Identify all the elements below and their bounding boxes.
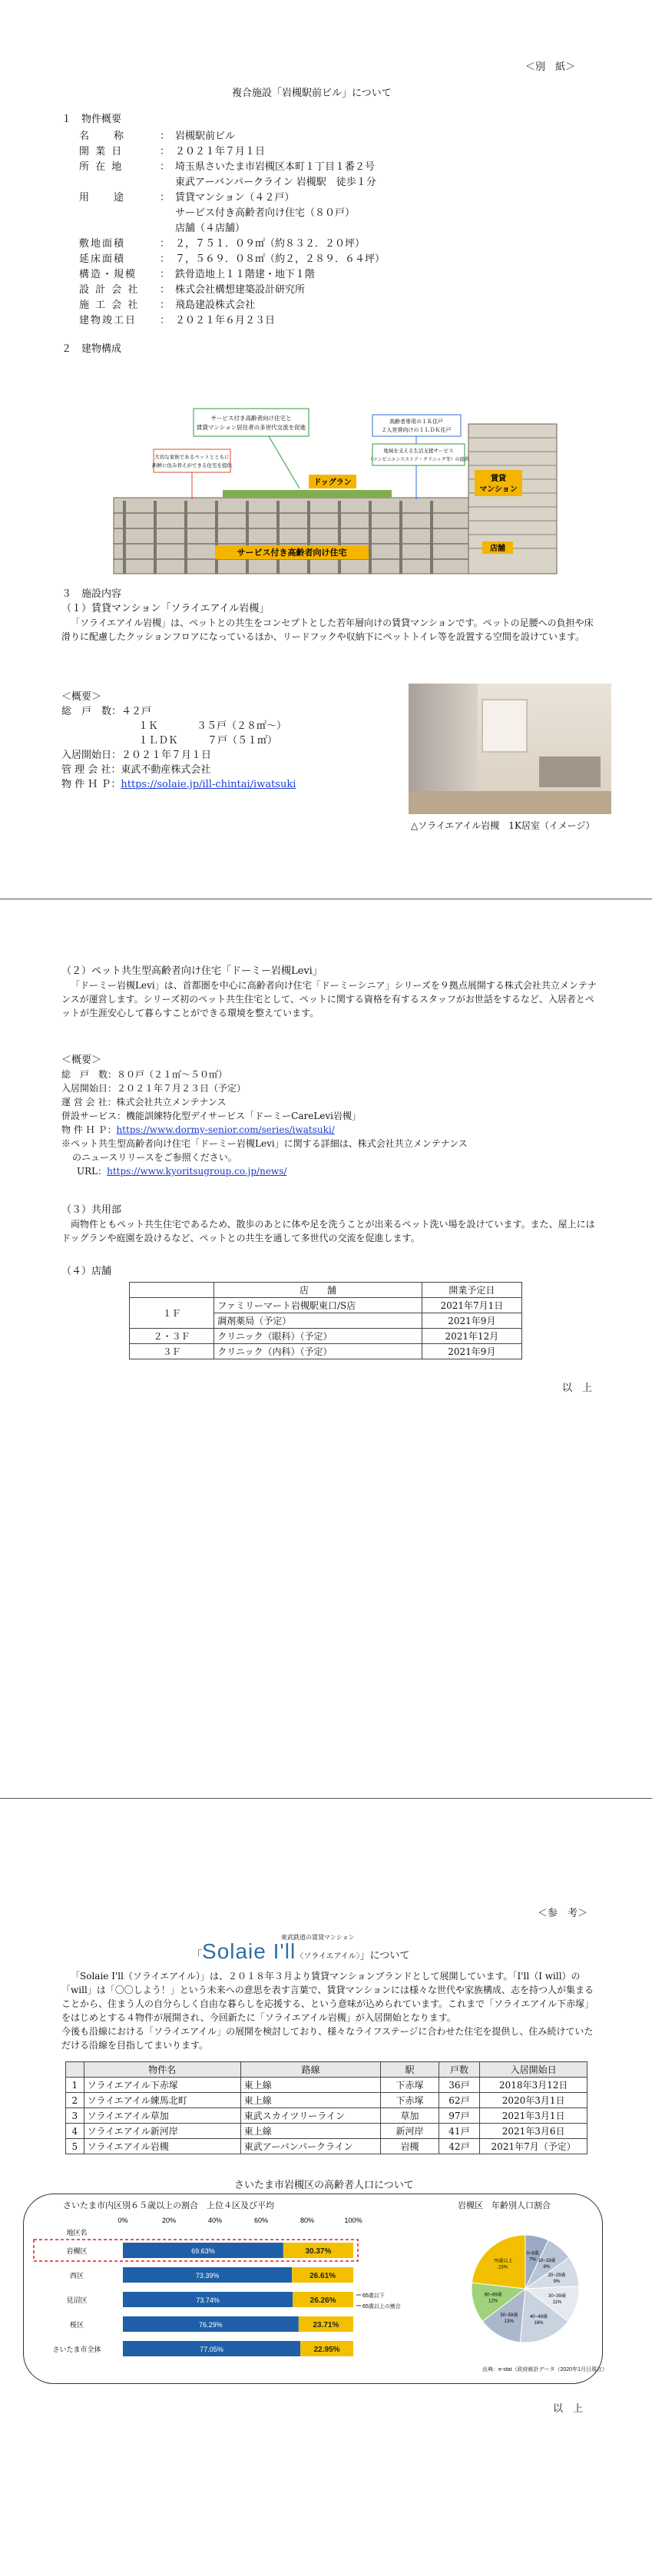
property-cell: 草加 xyxy=(381,2108,439,2124)
overview-value: ７，５６９．０８㎡（約２，２８９．６４坪） xyxy=(175,253,386,265)
table-row xyxy=(66,2093,587,2108)
svg-text:２人世帯向けの１ＬＤＫ住戸: ２人世帯向けの１ＬＤＫ住戸 xyxy=(381,428,452,433)
property-cell: ソライエアイル岩槻 xyxy=(84,2139,240,2154)
hp-link[interactable]: https://solaie.jp/ill-chintai/iwatsuki xyxy=(121,779,296,790)
callout-3 xyxy=(368,444,469,465)
property-cell: 2 xyxy=(66,2093,84,2108)
bar-chart-title: さいたま市内区別６５歳以上の割合 上位４区及び平均 xyxy=(63,2201,274,2210)
overview-row xyxy=(79,283,305,297)
pie-chart-title: 岩槻区 年齢別人口割合 xyxy=(458,2201,551,2210)
low-building xyxy=(114,498,468,574)
property-table xyxy=(65,2061,587,2154)
dormy-l2: 入居開始日：２０２１年７月２３日（予定） xyxy=(61,1083,247,1094)
brand-paragraph: 「Solaie I'll（ソライエアイル）」は、２０１８年３月より賃貸マンションブランドとして展開しています。「I'll（I will）の「will」は「〇〇しよう！」という未来への意思を表す言葉で、賃貸マンションには様々な世代や家族構成、志を持つ人が集まることから、住まう人の自分らしく自由な暮らしを応援する、という意味が込められています。これまで「ソライエアイル下赤塚」をはじめとする４物件が展開され、今回新たに「ソライエアイル岩槻」が入居開始となります。 今後も沿線における「ソライエアイル」の展開を検討しており、様々なライフステージに合わせた住宅を提供し、住み続けていただける沿線を目指してまいります。 xyxy=(61,1971,594,2051)
building-diagram xyxy=(108,407,568,580)
overview-label: 延床面積 xyxy=(79,253,126,265)
pie-pct: 8% xyxy=(543,2264,551,2270)
overview-label: 建物竣工日 xyxy=(79,315,137,326)
data-label: 77.05% xyxy=(200,2346,223,2353)
section-heading: ３ 施設内容 xyxy=(61,588,122,600)
property-th: 路線 xyxy=(240,2062,381,2078)
dogrun-label: ドッグラン xyxy=(313,478,352,487)
overview-row xyxy=(79,267,315,282)
property-cell: 41戸 xyxy=(439,2124,480,2139)
brand-small: 東武鉄道の賃貸マンション xyxy=(281,1934,355,1941)
roof-garden xyxy=(223,490,392,498)
overview-row xyxy=(79,221,245,236)
sub1-paragraph: 「ソライエアイル岩槻」は、ペットとの共生をコンセプトとした若年層向けの賃貸マンションです。ペットの足腰への負担や床滑りに配慮したクッションフロアになっているほか、リードフックや収納下にペットトイレ等を設置する空間を設けています。 xyxy=(61,618,594,642)
overview-separator: ： xyxy=(160,284,170,296)
overview-value: 東武アーバンパークライン 岩槻駅 徒歩１分 xyxy=(175,177,376,188)
pie-label: 60~69歳 xyxy=(484,2293,502,2298)
svg-text:大切な家族であるペットとともに: 大切な家族であるペットとともに xyxy=(154,455,230,460)
section-heading: １ 物件概要 xyxy=(61,114,122,125)
subsection-heading: （１）賃貸マンション「ソライエアイル岩槻」 xyxy=(61,603,270,614)
svg-text:地域を支える生活支援サービス: 地域を支える生活支援サービス xyxy=(383,449,454,454)
overview-value: 株式会社構想建築設計研究所 xyxy=(175,284,306,296)
store-th-date: 開業予定日 xyxy=(422,1283,521,1298)
sub2-paragraph: 「ドーミー岩槻Levi」は、首都圏を中心に高齢者向け住宅「ドーミーシニア」シリーズを９拠点展開する株式会社共立メンテナンスが運営します。シリーズ初のペット共生住宅として、ペットに関する資格を有するスタッフがお世話をするなど、入居者とペットが生涯安心して暮らすことができる環境を整えています。 xyxy=(61,980,597,1018)
hp-row xyxy=(61,777,296,793)
property-cell: ソライエアイル練馬北町 xyxy=(84,2093,240,2108)
source-note: 出典：e-stat（政府統計データ（2020年1月日現在） xyxy=(482,2367,607,2372)
overview-label: 設 計 会 社 xyxy=(79,284,140,296)
property-cell: 1 xyxy=(66,2078,84,2093)
overview-label: 構造・規模 xyxy=(79,269,137,280)
property-cell: 62戸 xyxy=(439,2093,480,2108)
type-1k: １Ｋ xyxy=(138,720,159,732)
store-date: 2021年12月 xyxy=(422,1329,521,1344)
x-tick-label: 80% xyxy=(300,2217,315,2224)
store-date: 2021年9月 xyxy=(422,1313,521,1329)
store-name: 調剤薬局（予定） xyxy=(214,1313,422,1329)
overview-value: 埼玉県さいたま市岩槻区本町１丁目１番２号 xyxy=(175,161,376,173)
overview-separator: ： xyxy=(160,315,170,326)
property-cell: 2020年3月1日 xyxy=(480,2093,587,2108)
brand-logo: Solaie I'll xyxy=(202,1939,296,1963)
doc-title: 複合施設「岩槻駅前ビル」について xyxy=(232,88,392,99)
overview-separator: ： xyxy=(160,300,170,311)
legend-label: 65歳以下 xyxy=(362,2293,385,2299)
store-name: クリニック（内科）（予定） xyxy=(214,1344,422,1359)
mansion-label: 賃貸 xyxy=(491,475,506,483)
property-cell: 2018年3月12日 xyxy=(480,2078,587,2093)
overview-separator: ： xyxy=(160,131,170,142)
data-label: 73.74% xyxy=(196,2296,220,2304)
pie-pct: 23% xyxy=(498,2265,508,2270)
property-th: 戸数 xyxy=(439,2062,480,2078)
data-label: 23.71% xyxy=(313,2321,339,2329)
overview-label: 施 工 会 社 xyxy=(79,300,140,311)
legend-label: 65歳以上の割合 xyxy=(362,2304,401,2309)
column-header: 地区名 xyxy=(66,2229,88,2237)
kosu: 総 戸 数：４２戸 xyxy=(61,706,152,717)
pie-label: 70歳以上 xyxy=(493,2259,513,2264)
store-table xyxy=(129,1282,522,1359)
kanri: 管 理 会 社：東武不動産株式会社 xyxy=(61,764,211,776)
property-cell: 下赤塚 xyxy=(381,2078,439,2093)
dormy-hp-label: 物 件 Ｈ Ｐ： xyxy=(61,1124,117,1135)
store-date: 2021年9月 xyxy=(422,1344,521,1359)
sub3-paragraph: 両物件ともペット共生住宅であるため、散歩のあとに体や足を洗うことが出来るペット洗い場を設けています。また、屋上にはドッグランや庭園を設けるなど、ペットとの共生を通して多世代の交流を促進します。 xyxy=(61,1219,595,1243)
store-floor: ３Ｆ xyxy=(130,1344,214,1359)
data-label: 30.37% xyxy=(305,2247,332,2256)
subsection-heading: （３）共用部 xyxy=(61,1204,122,1216)
property-cell: 2021年3月6日 xyxy=(480,2124,587,2139)
population-title: さいたま市岩槻区の高齢者人口について xyxy=(234,2180,414,2191)
pie-pct: 12% xyxy=(488,2299,498,2304)
svg-text:賃貸マンション居住者の多世代交流を促進: 賃貸マンション居住者の多世代交流を促進 xyxy=(196,424,306,431)
overview-separator xyxy=(160,206,175,220)
dormy-note-2: のニュースリリースをご参照ください。 xyxy=(72,1152,237,1163)
overview-label: 名 称 xyxy=(79,131,126,142)
brand-close: 」について xyxy=(359,1950,410,1962)
overview-value: 岩槻駅前ビル xyxy=(175,131,236,142)
property-cell: 東上線 xyxy=(240,2124,381,2139)
pie-pct: 7% xyxy=(529,2257,536,2263)
overview-value: ２，７５１．０９㎡（約８３２．２０坪） xyxy=(175,238,366,250)
table-row xyxy=(66,2078,587,2093)
property-cell: 東武スカイツリーライン xyxy=(240,2108,381,2124)
overview-row xyxy=(79,252,385,267)
category-label: 桜区 xyxy=(69,2321,84,2329)
page-1 xyxy=(0,0,652,899)
overview-label: 用 途 xyxy=(79,192,126,204)
property-cell: 3 xyxy=(66,2108,84,2124)
x-tick-label: 100% xyxy=(344,2217,362,2224)
property-th xyxy=(66,2062,84,2078)
x-tick-label: 20% xyxy=(161,2217,177,2224)
store-name: ファミリーマート岩槻駅東口/S店 xyxy=(214,1298,422,1313)
pie-pct: 13% xyxy=(504,2319,514,2324)
overview-separator xyxy=(160,175,175,190)
gaiyo-label: ＜概要＞ xyxy=(61,1055,102,1066)
overview-separator: ： xyxy=(160,269,170,280)
pie-pct: 9% xyxy=(553,2279,561,2284)
pie-label: 30~39歳 xyxy=(548,2293,566,2299)
x-tick-label: 40% xyxy=(207,2217,223,2224)
property-cell: 岩槻 xyxy=(381,2139,439,2154)
store-name: クリニック（眼科）（予定） xyxy=(214,1329,422,1344)
end-mark: 以 上 xyxy=(562,1382,593,1394)
dormy-l4: 併設サービス：機能訓練特化型デイサービス「ドーミーCareLevi岩槻」 xyxy=(61,1111,362,1121)
dormy-hp-link[interactable]: https://www.dormy-senior.com/series/iwatsuki/ xyxy=(116,1124,335,1135)
property-th: 駅 xyxy=(381,2062,439,2078)
property-cell: 36戸 xyxy=(439,2078,480,2093)
property-cell: ソライエアイル新河岸 xyxy=(84,2124,240,2139)
overview-label: 開 業 日 xyxy=(79,146,124,157)
category-label: 岩槻区 xyxy=(66,2247,88,2255)
pie-label: 20~29歳 xyxy=(548,2273,566,2278)
pie-label: 10~19歳 xyxy=(538,2258,556,2263)
overview-label xyxy=(79,175,160,190)
pie-label: 50~59歳 xyxy=(500,2313,518,2318)
property-cell: ソライエアイル下赤塚 xyxy=(84,2078,240,2093)
photo-caption: △ソライエアイル岩槻 1K居室（イメージ） xyxy=(411,820,595,831)
data-label: 73.39% xyxy=(195,2272,220,2280)
x-tick-label: 0% xyxy=(117,2217,128,2224)
bar-chart xyxy=(31,2213,445,2367)
property-cell: 東上線 xyxy=(240,2078,381,2093)
brand-kana: 〈ソライエアイル〉 xyxy=(296,1952,360,1961)
end-mark: 以 上 xyxy=(553,2403,584,2415)
property-cell: 5 xyxy=(66,2139,84,2154)
store-label: 店舗 xyxy=(490,545,505,553)
dormy-url-label: URL： xyxy=(77,1166,108,1177)
overview-row xyxy=(79,175,376,190)
overview-value: 店舗（４店舗） xyxy=(175,223,246,234)
overview-row xyxy=(79,298,255,313)
property-cell: ソライエアイル草加 xyxy=(84,2108,240,2124)
overview-separator: ： xyxy=(160,253,170,265)
property-cell: 97戸 xyxy=(439,2108,480,2124)
dormy-hp-row xyxy=(61,1123,335,1137)
overview-value: 飛島建設株式会社 xyxy=(175,300,256,311)
overview-row xyxy=(79,160,375,174)
property-cell: 東上線 xyxy=(240,2093,381,2108)
data-label: 69.63% xyxy=(191,2247,215,2255)
overview-value: ２０２１年７月１日 xyxy=(175,146,266,157)
pie-label: 40~49歳 xyxy=(529,2314,548,2319)
type-1ldk: １ＬＤＫ xyxy=(138,735,179,747)
table-row xyxy=(66,2139,587,2154)
property-th: 入居開始日 xyxy=(480,2062,587,2078)
dormy-news-link[interactable]: https://www.kyoritsugroup.co.jp/news/ xyxy=(107,1166,287,1177)
subsection-heading: （２）ペット共生型高齢者向け住宅「ドーミー岩槻Levi」 xyxy=(61,965,323,977)
table-row xyxy=(66,2108,587,2124)
data-label: 26.26% xyxy=(309,2296,336,2305)
property-cell: 東武アーバンパークライン xyxy=(240,2139,381,2154)
hp-label: 物 件 Ｈ Ｐ： xyxy=(61,779,121,790)
corner-label: ＜別 紙＞ xyxy=(525,61,576,73)
dormy-note-1: ※ペット共生型高齢者向け住宅「ドーミー岩槻Levi」に関する詳細は、株式会社共立メンテナンス xyxy=(61,1138,468,1149)
subsection-heading: （４）店舗 xyxy=(61,1266,112,1277)
corner-label: ＜参 考＞ xyxy=(538,1908,588,1919)
overview-row xyxy=(79,206,355,220)
store-th-name: 店 舗 xyxy=(214,1283,422,1298)
property-th: 物件名 xyxy=(84,2062,240,2078)
category-label: 西区 xyxy=(69,2272,84,2280)
pie-pct: 16% xyxy=(534,2320,544,2326)
svg-text:サービス付き高齢者向け住宅と: サービス付き高齢者向け住宅と xyxy=(210,415,292,422)
type-1k-count: ３５戸（２８㎡～） xyxy=(197,720,287,732)
overview-separator: ： xyxy=(160,146,170,157)
overview-value: 賃貸マンション（４２戸） xyxy=(175,192,295,204)
overview-label xyxy=(79,221,160,236)
gaiyo-label: ＜概要＞ xyxy=(61,691,102,703)
property-cell: 4 xyxy=(66,2124,84,2139)
pie-label: 0~9歳 xyxy=(526,2251,539,2256)
overview-row xyxy=(79,144,265,159)
overview-separator: ： xyxy=(160,161,170,173)
overview-row xyxy=(79,313,275,328)
data-label: 26.61% xyxy=(309,2272,336,2280)
overview-label: 敷地面積 xyxy=(79,238,126,250)
dormy-l3: 運 営 会 社：株式会社共立メンテナンス xyxy=(61,1097,227,1108)
svg-text:（コンビニエンスストア・クリニック等）の提供: （コンビニエンスストア・クリニック等）の提供 xyxy=(368,458,469,462)
svg-text:マンション: マンション xyxy=(479,485,518,494)
overview-separator: ： xyxy=(160,192,170,204)
category-label: 見沼区 xyxy=(66,2296,88,2304)
store-th-floor xyxy=(130,1283,214,1298)
data-label: 76.29% xyxy=(199,2321,223,2329)
property-cell: 2021年3月1日 xyxy=(480,2108,587,2124)
overview-value: サービス付き高齢者向け住宅（８０戸） xyxy=(175,207,356,219)
overview-value: ２０２１年６月２３日 xyxy=(175,315,276,326)
overview-row xyxy=(79,237,365,251)
data-label: 22.95% xyxy=(313,2346,340,2354)
svg-text:新鮮に住み替えができる住宅を提供: 新鮮に住み替えができる住宅を提供 xyxy=(152,463,232,469)
dormy-l1: 総 戸 数：８０戸（２１㎡～５０㎡） xyxy=(61,1069,228,1080)
brand-open: 「 xyxy=(192,1950,203,1962)
store-date: 2021年7月1日 xyxy=(422,1298,521,1313)
overview-row xyxy=(79,129,235,144)
x-tick-label: 60% xyxy=(253,2217,269,2224)
svg-text:高齢者専用の１Ｋ住戸: 高齢者専用の１Ｋ住戸 xyxy=(389,419,443,425)
pie-chart xyxy=(455,2213,597,2352)
overview-separator xyxy=(160,221,175,236)
property-cell: 新河岸 xyxy=(381,2124,439,2139)
property-cell: 2021年7月（予定） xyxy=(480,2139,587,2154)
brand-heading xyxy=(192,1939,409,1970)
room-photo xyxy=(409,684,611,814)
store-floor: １Ｆ xyxy=(130,1298,214,1329)
property-cell: 下赤塚 xyxy=(381,2093,439,2108)
category-label: さいたま市全体 xyxy=(52,2346,101,2353)
type-1ldk-count: ７戸（５１㎡） xyxy=(207,735,278,747)
pie-pct: 11% xyxy=(552,2300,562,2305)
overview-label: 所 在 地 xyxy=(79,161,124,173)
property-cell: 42戸 xyxy=(439,2139,480,2154)
table-row xyxy=(66,2124,587,2139)
page-3 xyxy=(0,1799,652,2576)
section-heading: ２ 建物構成 xyxy=(61,343,122,355)
page-2 xyxy=(0,899,652,1798)
overview-separator: ： xyxy=(160,238,170,250)
nyukyo: 入居開始日：２０２１年７月１日 xyxy=(61,750,212,761)
dormy-url-row xyxy=(77,1164,286,1178)
sakoju-label: サービス付き高齢者向け住宅 xyxy=(237,548,347,558)
overview-row xyxy=(79,190,294,205)
overview-label xyxy=(79,206,160,220)
overview-value: 鉄骨造地上１１階建・地下１階 xyxy=(175,269,316,280)
store-floor: ２・３Ｆ xyxy=(130,1329,214,1344)
